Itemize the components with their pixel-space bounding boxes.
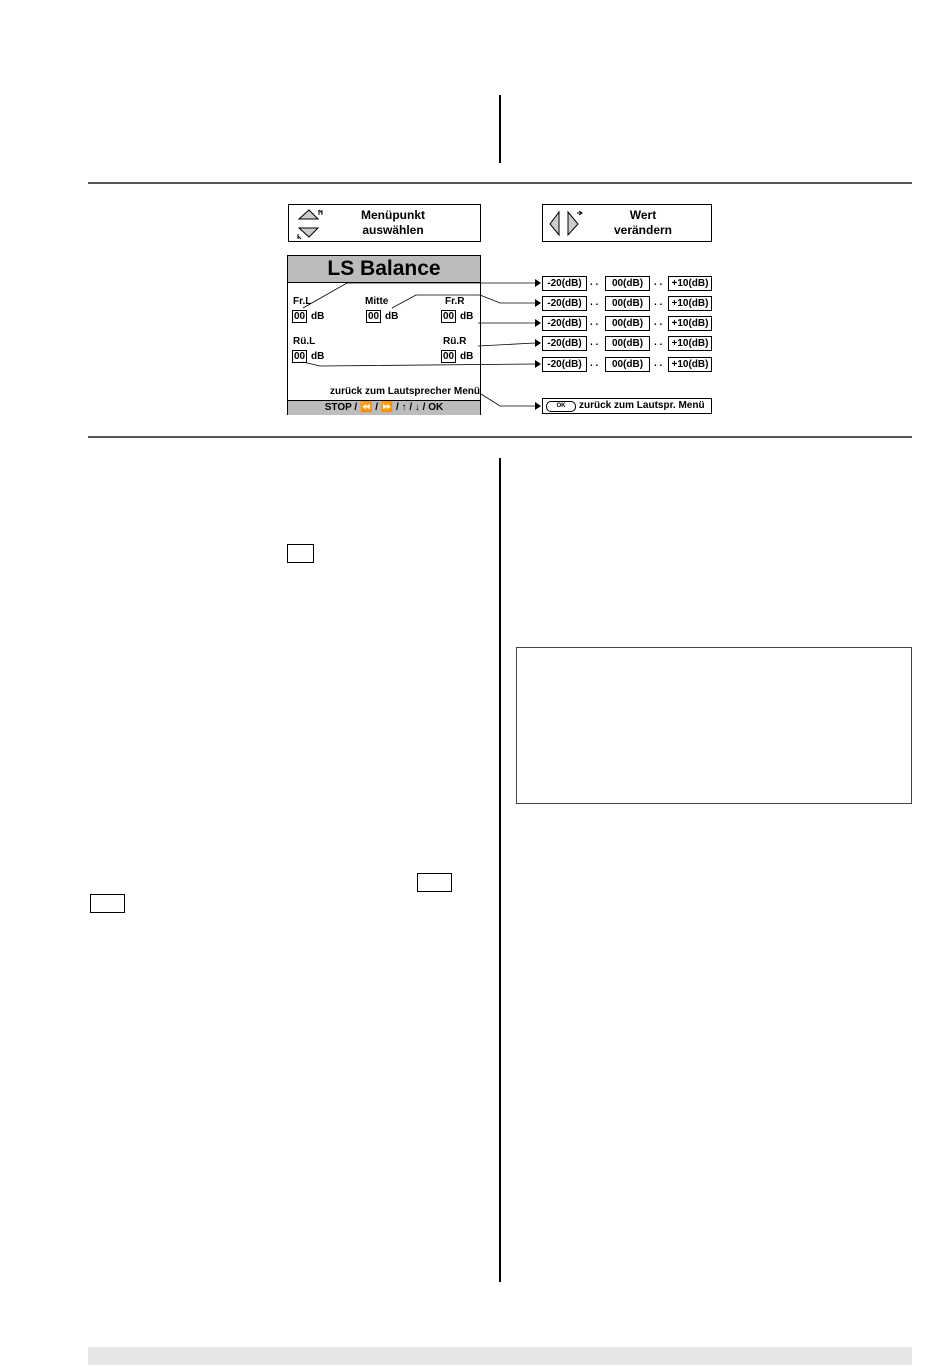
connector-lines xyxy=(0,0,950,440)
ok-back-box xyxy=(542,398,712,414)
range-separator: . . xyxy=(654,337,663,348)
channel-value-mitte[interactable]: 00 xyxy=(368,311,380,322)
osd-back-text: zurück zum Lautsprecher Menü xyxy=(329,386,480,397)
range-min: -20(dB) xyxy=(542,296,587,311)
range-mid: 00(dB) xyxy=(605,296,650,311)
key-box-3 xyxy=(90,894,125,913)
channel-value-fr-r[interactable]: 00 xyxy=(443,311,455,322)
hint-change-line1: Wert xyxy=(629,208,657,222)
range-min: -20(dB) xyxy=(542,336,587,351)
column-divider-main xyxy=(499,458,501,1282)
range-separator: . . xyxy=(654,297,663,308)
range-mid: 00(dB) xyxy=(605,316,650,331)
channel-value-fr-l[interactable]: 00 xyxy=(294,311,306,322)
key-box-1 xyxy=(287,544,314,563)
key-box-2 xyxy=(417,873,452,892)
range-max: +10(dB) xyxy=(668,276,712,291)
range-min: -20(dB) xyxy=(542,276,587,291)
range-separator: . . xyxy=(590,317,599,328)
channel-label-mitte: Mitte xyxy=(365,296,389,307)
osd-key-footer: STOP / ⏪ / ⏩ / ↑ / ↓ / OK xyxy=(288,400,480,415)
range-mid: 00(dB) xyxy=(605,336,650,351)
range-separator: . . xyxy=(654,277,663,288)
range-separator: . . xyxy=(590,277,599,288)
range-min: -20(dB) xyxy=(542,357,587,372)
hint-select-line1: Menüpunkt xyxy=(361,208,425,222)
channel-label-ru-r: Rü.R xyxy=(443,336,467,347)
channel-unit-mitte: dB xyxy=(385,311,399,322)
range-separator: . . xyxy=(654,358,663,369)
note-frame xyxy=(516,647,912,804)
channel-unit-ru-r: dB xyxy=(460,351,474,362)
hint-select-line2: auswählen xyxy=(362,223,424,237)
channel-unit-ru-l: dB xyxy=(311,351,325,362)
range-max: +10(dB) xyxy=(668,316,712,331)
range-separator: . . xyxy=(654,317,663,328)
range-max: +10(dB) xyxy=(668,336,712,351)
range-separator: . . xyxy=(590,358,599,369)
osd-title: LS Balance xyxy=(288,256,480,283)
range-separator: . . xyxy=(590,337,599,348)
hint-change-line2: verändern xyxy=(613,223,673,237)
ok-button-icon: OK xyxy=(546,401,576,412)
channel-label-fr-l: Fr.L xyxy=(293,296,312,307)
range-max: +10(dB) xyxy=(668,357,712,372)
channel-label-fr-r: Fr.R xyxy=(445,296,465,307)
ok-back-text: zurück zum Lautspr. Menü xyxy=(579,400,705,411)
channel-value-ru-l[interactable]: 00 xyxy=(294,351,306,362)
channel-value-ru-r[interactable]: 00 xyxy=(443,351,455,362)
range-min: -20(dB) xyxy=(542,316,587,331)
channel-unit-fr-l: dB xyxy=(311,311,325,322)
range-separator: . . xyxy=(590,297,599,308)
channel-unit-fr-r: dB xyxy=(460,311,474,322)
channel-label-ru-l: Rü.L xyxy=(293,336,316,347)
page-footer-band xyxy=(88,1347,912,1365)
range-mid: 00(dB) xyxy=(605,357,650,372)
range-mid: 00(dB) xyxy=(605,276,650,291)
range-max: +10(dB) xyxy=(668,296,712,311)
